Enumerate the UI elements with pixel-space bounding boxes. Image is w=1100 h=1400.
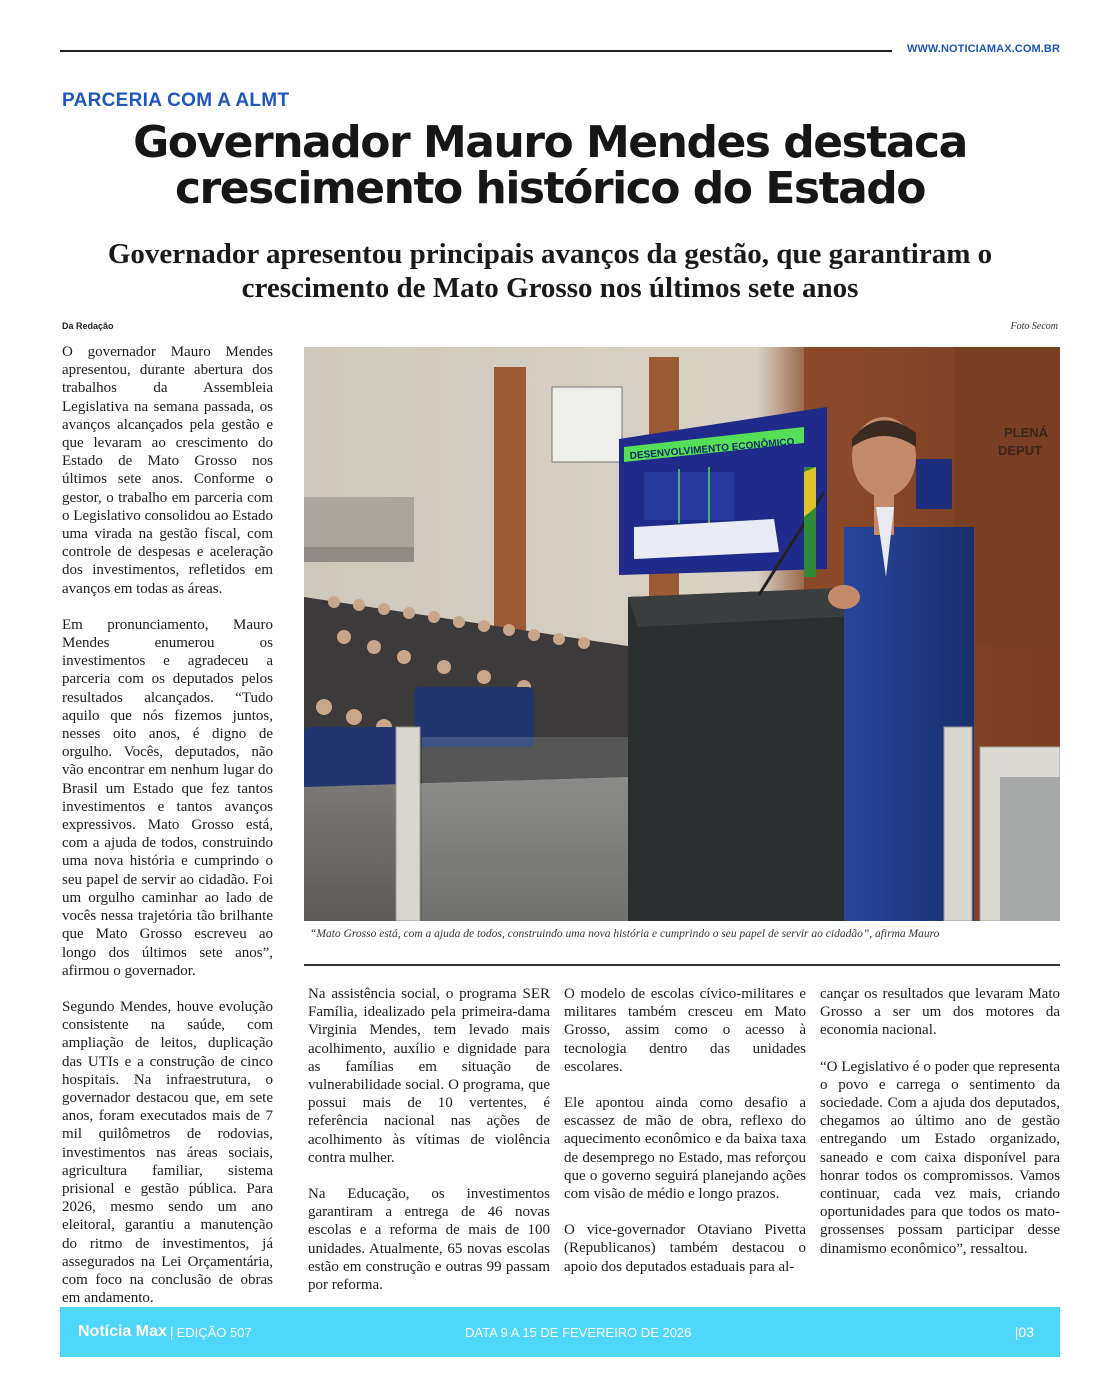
- footer-page-number: |03: [1014, 1324, 1034, 1340]
- paragraph: Na Educação, os investimentos garantiram a entrega de 46 novas escolas e a reforma de mais de 100 unidades. Atualmente, 65 novas escolas estão em construção e outras 99 passam por reforma.: [308, 1186, 550, 1294]
- photo-caption: “Mato Grosso está, com a ajuda de todos, construindo uma nova história e cumprindo o seu papel de servir ao cidadão”, afirma Mauro: [310, 928, 940, 940]
- body-column-bottom-1: [308, 985, 550, 1312]
- plenary-photo-illustration: [304, 347, 1060, 921]
- paragraph: cançar os resultados que levaram Mato Grosso a ser um dos motores da economia nacional.: [820, 986, 1060, 1039]
- footer-brand: Notícia Max: [78, 1323, 167, 1340]
- paragraph: Ele apontou ainda como desafio a escassez de mão de obra, reflexo do aquecimento econômico e da baixa taxa de desemprego no Estado, mas reforçou que o governo seguirá planejando ações com visão de médio e longo prazos.: [564, 1095, 806, 1203]
- svg-text:DEPUT: DEPUT: [998, 443, 1043, 458]
- paragraph: O governador Mauro Mendes apresentou, durante abertura dos trabalhos da Assembleia Legislativa na semana passada, os avanços alcançados pela gestão e que levaram ao crescimento do Estado de Mato Grosso nos últimos sete anos. Conforme o gestor, o trabalho em parceria com o Legislativo consolidou ao Estado uma virada na gestão fiscal, com controle de despesas e aceleração dos investimentos, refletidos em avanços em todas as áreas.: [62, 344, 273, 597]
- caption-rule: [304, 964, 1060, 966]
- photo-credit: Foto Secom: [1010, 321, 1058, 332]
- paragraph: O modelo de escolas cívico-militares e militares também cresceu em Mato Grosso, assim como o acesso à tecnologia dentro das unidades escolares.: [564, 986, 806, 1075]
- footer-edition: EDIÇÃO 507: [176, 1324, 252, 1340]
- headline-line-1: Governador Mauro Mendes destaca: [133, 117, 967, 168]
- svg-text:PLENÁ: PLENÁ: [1004, 425, 1049, 440]
- paragraph: Segundo Mendes, houve evolução consistente na saúde, com ampliação de leitos, duplicação das UTIs e a construção de cinco hospitais. Na infraestrutura, o governador destacou que, em sete anos, foram executados mais de 7 mil quilômetros de rodovias, investimentos nas áreas sociais, agricultura familiar, sistema prisional e gestão pública. Para 2026, mesmo sendo um ano eleitoral, garantiu a manutenção do ritmo de investimentos, já assegurados na Lei Orçamentária, com foco na conclusão de obras em andamento.: [62, 998, 273, 1307]
- headline-line-2: crescimento histórico do Estado: [174, 163, 926, 214]
- byline: Da Redação: [62, 321, 114, 331]
- body-column-left: [62, 343, 273, 1325]
- headline: [40, 117, 1060, 214]
- subhead-line-2: crescimento de Mato Grosso nos últimos sete anos: [241, 272, 859, 304]
- footer-separator: |: [169, 1324, 174, 1340]
- top-rule: [60, 50, 892, 52]
- paragraph: Em pronunciamento, Mauro Mendes enumerou os investimentos e agradeceu a parceria com os deputados pelos resultados alcançados. “Tudo aquilo que nós fizemos juntos, nesses oito anos, é digno de orgulho. Vocês, deputados, não vão encontrar em nenhum lugar do Brasil um Estado que fez tantos investimentos e tantos avanços expressivos. Mato Grosso está, com a ajuda de todos, construindo uma nova história e cumprindo o seu papel de servir ao cidadão. Foi um orgulho caminhar ao lado de vocês nessa trajetória tão brilhante que Mato Grosso escreveu ao longo dos últimos sete anos”, afirmou o governador.: [62, 616, 273, 979]
- article-photo: [304, 347, 1060, 921]
- paragraph: “O Legislativo é o poder que representa o povo e carrega o sentimento da sociedade. Com a ajuda dos deputados, chegamos ao último ano de gestão entregando um Estado organizado, saneado e com caixa disponível para honrar todos os compromissos. Vamos continuar, cada vez mais, criando oportunidades para que todos os mato-grossenses possam participar desse dinamismo econômico”, ressaltou.: [820, 1058, 1060, 1257]
- footer-bar: [60, 1307, 1060, 1357]
- section-kicker: PARCERIA COM A ALMT: [62, 90, 290, 111]
- footer-date: DATA 9 A 15 DE FEVEREIRO DE 2026: [465, 1324, 692, 1340]
- body-column-bottom-3: [820, 985, 1060, 1276]
- body-column-bottom-2: [564, 985, 806, 1294]
- paragraph: O vice-governador Otaviano Pivetta (Republicanos) também destacou o apoio dos deputados estaduais para al-: [564, 1222, 806, 1275]
- site-url[interactable]: WWW.NOTICIAMAX.COM.BR: [906, 43, 1060, 55]
- subheadline: [40, 237, 1060, 305]
- svg-text:DESENVOLVIMENTO ECONÔMICO: DESENVOLVIMENTO ECONÔMICO: [629, 436, 795, 462]
- paragraph: Na assistência social, o programa SER Família, idealizado pela primeira-dama Virginia Mendes, tem levado mais acolhimento, auxílio e dignidade para as famílias em situação de vulnerabilidade social. O programa, que possui mais de 10 vertentes, é referência nacional nas ações de acolhimento às vítimas de violência contra mulher.: [308, 986, 550, 1166]
- subhead-line-1: Governador apresentou principais avanços da gestão, que garantiram o: [107, 238, 993, 270]
